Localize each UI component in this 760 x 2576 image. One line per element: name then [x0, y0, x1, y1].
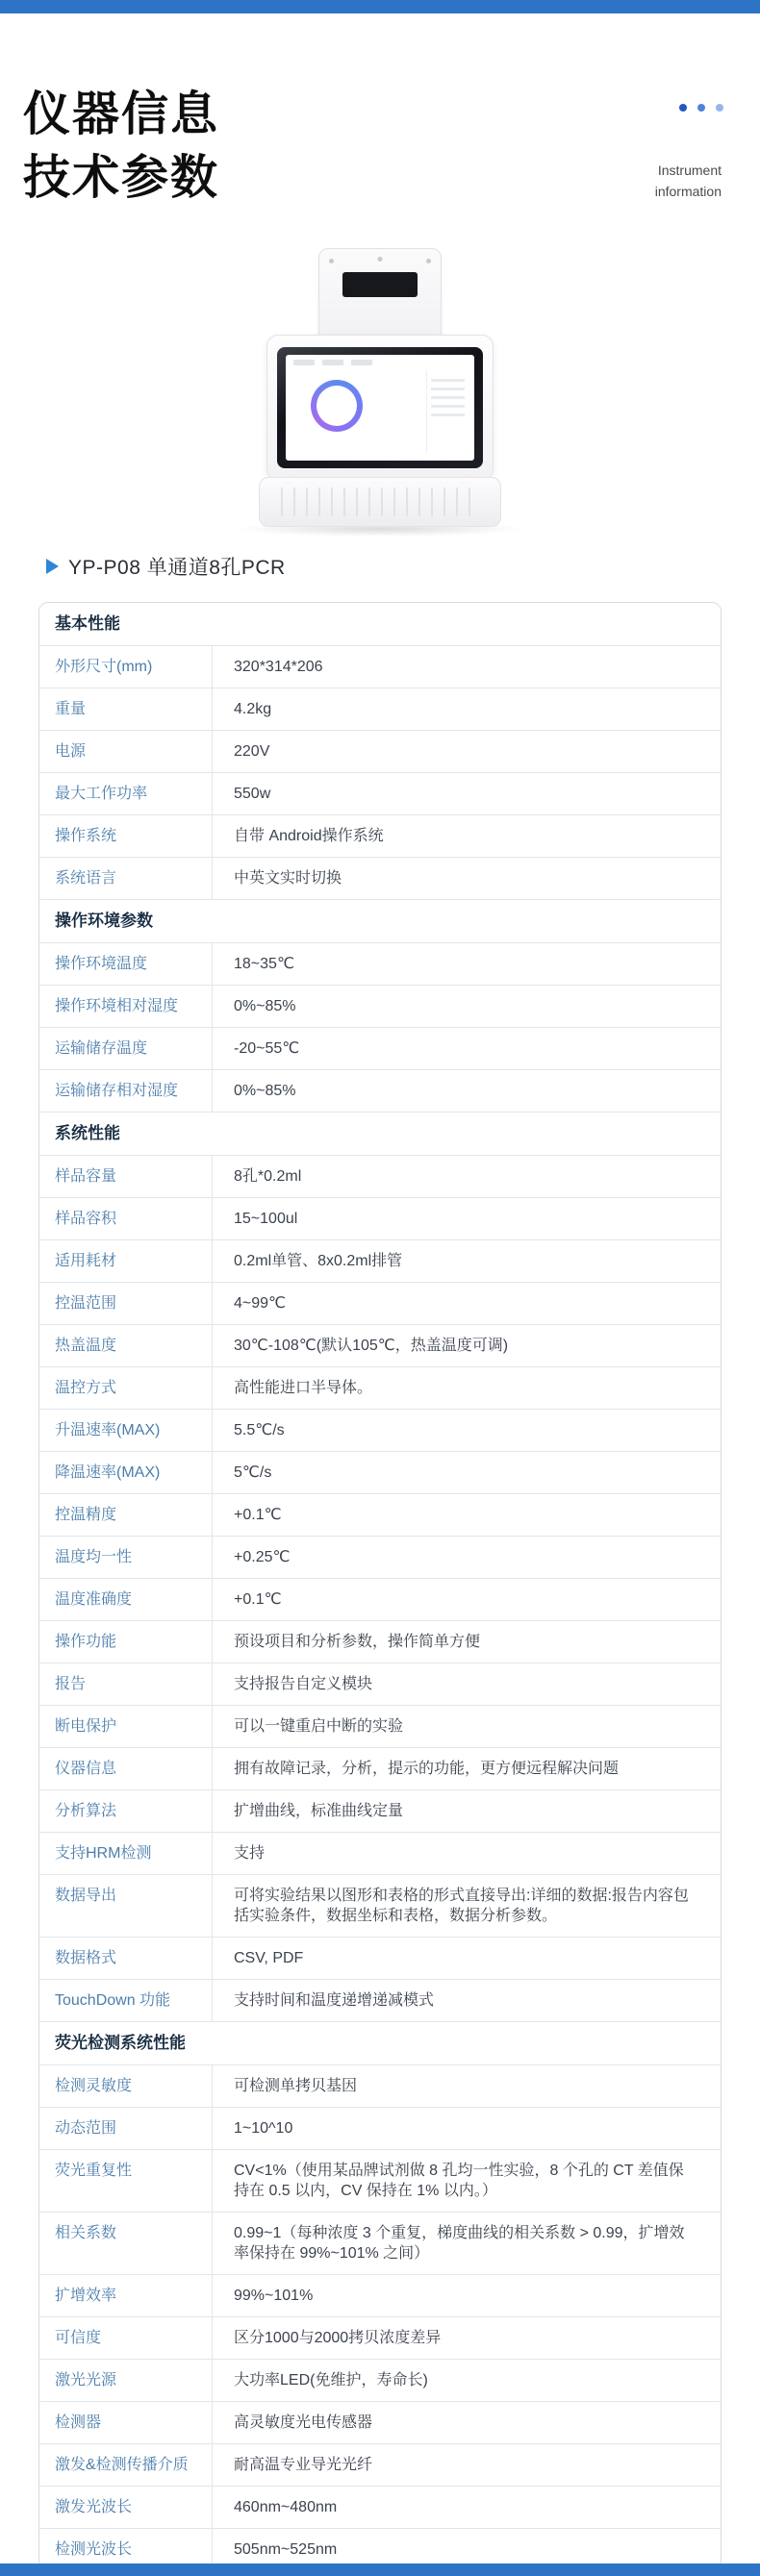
spec-value: 99%~101%	[234, 2288, 314, 2304]
product-image	[236, 221, 524, 535]
spec-label: 支持HRM检测	[39, 1833, 213, 1874]
spec-label: 操作功能	[39, 1621, 213, 1663]
spec-label: 可信度	[39, 2317, 213, 2359]
spec-label: 运输储存相对湿度	[39, 1070, 213, 1112]
section-header-row: 操作环境参数	[39, 899, 721, 942]
spec-value: +0.1℃	[234, 1507, 282, 1523]
spec-label: 荧光重复性	[39, 2150, 213, 2212]
spec-row	[39, 2316, 721, 2359]
spec-value: 18~35℃	[234, 956, 294, 972]
screen-side-panel	[426, 370, 469, 453]
spec-row	[39, 1409, 721, 1451]
dot-icon	[697, 104, 705, 112]
spec-value: 中英文实时切换	[234, 870, 342, 887]
spec-value: 4.2kg	[234, 701, 272, 717]
spec-row	[39, 2107, 721, 2149]
spec-row	[39, 1937, 721, 1979]
spec-value: 耐高温专业导光光纤	[234, 2457, 373, 2473]
spec-label: 电源	[39, 731, 213, 772]
spec-label: 检测光波长	[39, 2529, 213, 2570]
spec-row	[39, 1324, 721, 1366]
spec-row	[39, 1155, 721, 1197]
page-title-line1: 仪器信息	[23, 88, 220, 140]
spec-label: 温度均一性	[39, 1537, 213, 1578]
spec-row	[39, 1239, 721, 1282]
spec-label: 仪器信息	[39, 1748, 213, 1789]
bottom-accent-bar	[0, 2563, 760, 2576]
spec-value: 220V	[234, 743, 270, 760]
spec-label: 激发光波长	[39, 2487, 213, 2528]
triangle-marker-icon	[46, 559, 59, 574]
spec-row	[39, 1451, 721, 1493]
spec-row	[39, 1979, 721, 2021]
spec-value: 高灵敏度光电传感器	[234, 2414, 373, 2431]
pagination-dots	[679, 104, 723, 112]
spec-label: 检测器	[39, 2402, 213, 2443]
spec-value: +0.25℃	[234, 1549, 291, 1565]
spec-row	[39, 1874, 721, 1937]
screen-line	[431, 379, 465, 382]
spec-row	[39, 857, 721, 899]
spec-value: 1~10^10	[234, 2120, 293, 2137]
spec-value: 320*314*206	[234, 659, 323, 675]
spec-row	[39, 730, 721, 772]
spec-value: CSV, PDF	[234, 1950, 304, 1966]
spec-label: 操作环境温度	[39, 943, 213, 985]
spec-value: 15~100ul	[234, 1211, 298, 1227]
spec-row	[39, 2149, 721, 2212]
page-title	[23, 83, 760, 210]
spec-label: 温控方式	[39, 1367, 213, 1409]
spec-label: 扩增效率	[39, 2275, 213, 2316]
vent-slots	[281, 488, 479, 516]
spec-row	[39, 2274, 721, 2316]
spec-row	[39, 1027, 721, 1069]
spec-row	[39, 1493, 721, 1536]
screw-icon	[426, 259, 431, 263]
spec-value: 自带 Android操作系统	[234, 828, 384, 844]
spec-label: 运输储存温度	[39, 1028, 213, 1069]
spec-row	[39, 1578, 721, 1620]
spec-label: 控温精度	[39, 1494, 213, 1536]
spec-row	[39, 2212, 721, 2274]
section-header-row: 基本性能	[55, 614, 120, 633]
spec-value: 0.99~1（每种浓度 3 个重复，梯度曲线的相关系数 > 0.99，扩增效率保持在 99%~101% 之间）	[234, 2225, 685, 2262]
screen-tab	[351, 360, 372, 365]
dot-icon	[679, 104, 687, 112]
spec-label: 相关系数	[39, 2213, 213, 2274]
spec-value: 大功率LED(免维护，寿命长)	[234, 2372, 428, 2388]
progress-ring-icon	[311, 380, 363, 432]
spec-row	[39, 1663, 721, 1705]
spec-value: 505nm~525nm	[234, 2541, 338, 2558]
spec-label: 降温速率(MAX)	[39, 1452, 213, 1493]
spec-label: 温度准确度	[39, 1579, 213, 1620]
spec-value: 30℃-108℃(默认105℃，热盖温度可调)	[234, 1338, 509, 1354]
spec-row	[39, 1069, 721, 1112]
spec-value: +0.1℃	[234, 1591, 282, 1608]
spec-value: 460nm~480nm	[234, 2499, 338, 2515]
section-header-row: 系统性能	[39, 1112, 721, 1155]
screen-line	[431, 388, 465, 390]
screw-icon	[378, 257, 383, 262]
spec-value: 可检测单拷贝基因	[234, 2078, 358, 2094]
spec-label: TouchDown 功能	[39, 1980, 213, 2021]
spec-value: 8孔*0.2ml	[234, 1168, 302, 1185]
spec-label: 操作环境相对湿度	[39, 986, 213, 1027]
spec-value: 支持时间和温度递增递减模式	[234, 1992, 435, 2009]
spec-label: 动态范围	[39, 2108, 213, 2149]
spec-value: 0%~85%	[234, 998, 296, 1014]
touchscreen-ui	[286, 355, 474, 461]
spec-row	[39, 985, 721, 1027]
section-header-row: 荧光检测系统性能	[39, 2021, 721, 2064]
spec-row	[39, 942, 721, 985]
spec-row	[39, 1620, 721, 1663]
subtitle-line2: information	[654, 184, 722, 199]
spec-row	[39, 2401, 721, 2443]
spec-row	[39, 1789, 721, 1832]
dot-icon	[716, 104, 723, 112]
spec-value: CV<1%（使用某品牌试剂做 8 孔均一性实验，8 个孔的 CT 差值保持在 0.5 以内，CV 保持在 1% 以内。）	[234, 2163, 684, 2199]
spec-row	[39, 1705, 721, 1747]
spec-row	[39, 1832, 721, 1874]
spec-label: 检测灵敏度	[39, 2065, 213, 2107]
subtitle-english	[655, 160, 722, 202]
screen-line	[431, 413, 465, 416]
spec-row	[39, 1366, 721, 1409]
screen-tab	[293, 360, 315, 365]
spec-value: 5℃/s	[234, 1464, 272, 1481]
spec-label: 最大工作功率	[39, 773, 213, 814]
spec-label: 操作系统	[39, 815, 213, 857]
spec-label: 外形尺寸(mm)	[39, 646, 213, 688]
spec-row	[39, 2486, 721, 2528]
touchscreen-bezel	[277, 347, 483, 468]
spec-value: 可以一键重启中断的实验	[234, 1718, 404, 1735]
spec-row	[39, 2064, 721, 2107]
product-title-row	[46, 552, 760, 581]
spec-value: 支持	[234, 1845, 266, 1862]
spec-value: 拥有故障记录，分析，提示的功能，更方便远程解决问题	[234, 1761, 620, 1777]
spec-value: 可将实验结果以图形和表格的形式直接导出:详细的数据:报告内容包括实验条件，数据坐标和表格，数据分析参数。	[234, 1888, 689, 1924]
spec-row	[39, 814, 721, 857]
spec-value: 区分1000与2000拷贝浓度差异	[234, 2330, 442, 2346]
spec-value: 0.2ml单管、8x0.2ml排管	[234, 1253, 403, 1269]
spec-value: 扩增曲线，标准曲线定量	[234, 1803, 404, 1819]
lid-display-window	[342, 272, 418, 297]
spec-row	[39, 772, 721, 814]
spec-label: 适用耗材	[39, 1240, 213, 1282]
product-label: YP-P08 单通道8孔PCR	[68, 557, 286, 579]
screen-tab	[322, 360, 343, 365]
spec-row	[39, 1197, 721, 1239]
spec-row	[39, 1536, 721, 1578]
spec-label: 样品容积	[39, 1198, 213, 1239]
spec-value: 5.5℃/s	[234, 1422, 285, 1438]
spec-value: 550w	[234, 786, 271, 802]
spec-row	[39, 2443, 721, 2486]
spec-value: 4~99℃	[234, 1295, 287, 1312]
spec-label: 样品容量	[39, 1156, 213, 1197]
screen-tabbar	[293, 360, 372, 365]
spec-label: 激光光源	[39, 2360, 213, 2401]
spec-value: 0%~85%	[234, 1083, 296, 1099]
spec-row	[39, 1282, 721, 1324]
screen-line	[431, 396, 465, 399]
spec-label: 热盖温度	[39, 1325, 213, 1366]
spec-label: 系统语言	[39, 858, 213, 899]
spec-row	[39, 2359, 721, 2401]
spec-row	[39, 688, 721, 730]
spec-label: 数据格式	[39, 1938, 213, 1979]
spec-value: -20~55℃	[234, 1040, 300, 1057]
spec-row	[39, 645, 721, 688]
spec-value: 高性能进口半导体。	[234, 1380, 373, 1396]
screw-icon	[329, 259, 334, 263]
page-header	[0, 0, 760, 208]
product-base	[259, 477, 501, 527]
spec-label: 激发&检测传播介质	[39, 2444, 213, 2486]
spec-label: 分析算法	[39, 1790, 213, 1832]
spec-label: 升温速率(MAX)	[39, 1410, 213, 1451]
page-title-line2: 技术参数	[23, 152, 220, 204]
spec-label: 报告	[39, 1663, 213, 1705]
spec-label: 断电保护	[39, 1706, 213, 1747]
spec-value: 预设项目和分析参数，操作简单方便	[234, 1634, 481, 1650]
spec-label: 控温范围	[39, 1283, 213, 1324]
spec-row	[39, 1747, 721, 1789]
subtitle-line1: Instrument	[657, 163, 722, 178]
spec-value: 支持报告自定义模块	[234, 1676, 373, 1692]
spec-label: 重量	[39, 688, 213, 730]
spec-table	[38, 602, 722, 2571]
product-body	[266, 335, 494, 481]
screen-line	[431, 405, 465, 408]
spec-label: 数据导出	[39, 1875, 213, 1937]
